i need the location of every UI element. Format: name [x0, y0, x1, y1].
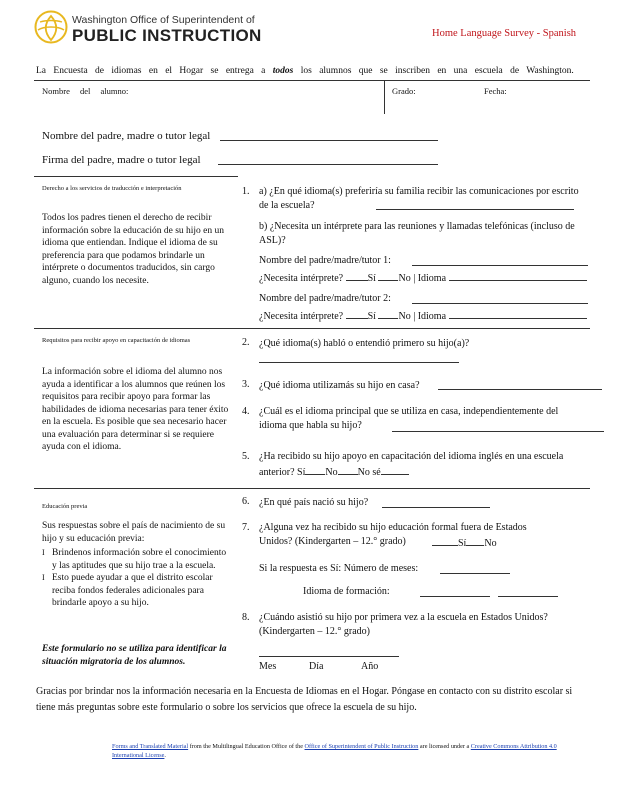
parent2-need-label: ¿Necesita intérprete?	[259, 311, 344, 322]
q5-question: ¿Ha recibido su hijo apoyo en capacitación del idioma inglés en una escuela anterior?	[259, 451, 564, 478]
guardian-signature-field[interactable]	[218, 164, 438, 165]
divider	[384, 80, 385, 114]
divider	[34, 176, 238, 177]
footer-text: .	[164, 752, 166, 759]
parent2-name-field[interactable]	[412, 303, 588, 304]
parent2-no-field[interactable]	[378, 308, 398, 319]
parent1-no-field[interactable]	[378, 270, 398, 281]
q7-no-field[interactable]	[466, 535, 484, 546]
org-name: Washington Office of Superintendent of	[72, 14, 255, 26]
org-title: PUBLIC INSTRUCTION	[72, 26, 262, 45]
si-label: Sí	[458, 538, 467, 549]
closing-text: Gracias por brindar nos la información necesaria en la Encuesta de Idiomas en el Hogar. Póngase en contacto con su distrito escolar si tiene más preguntas sobre este formulario o sobre los servicios que ofrece la escuela de su hijo.	[36, 686, 573, 713]
no-label: No	[484, 538, 497, 549]
parent1-need-label: ¿Necesita intérprete?	[259, 273, 344, 284]
q1-number: 1.	[242, 186, 250, 197]
q2-text: ¿Qué idioma(s) habló o entendió primero su hijo(a)?	[259, 338, 470, 349]
ospi-logo-icon	[34, 10, 68, 47]
q3-number: 3.	[242, 379, 250, 390]
parent1-label: Nombre del padre/madre/tutor 1:	[259, 255, 391, 266]
parent1-si-field[interactable]	[346, 270, 368, 281]
q4-field[interactable]	[392, 431, 604, 432]
q5-no-field[interactable]	[338, 464, 358, 475]
section3-body: Sus respuestas sobre el país de nacimiento de su hijo y su educación previa:	[42, 521, 226, 544]
section3-heading: Educación previa	[42, 503, 88, 510]
q3-field[interactable]	[438, 389, 602, 390]
parent2-si-field[interactable]	[346, 308, 368, 319]
divider	[34, 488, 590, 489]
q7-months-label: Si la respuesta es Sí: Número de meses:	[259, 563, 419, 574]
q2-number: 2.	[242, 337, 250, 348]
list-item: I Esto puede ayudar a que el distrito escolar reciba fondos federales adicionales para brindarle apoyo a su hijo.	[42, 572, 232, 610]
q8-number: 8.	[242, 612, 250, 623]
q4-text: ¿Cuál es el idioma principal que se utiliza en casa, independientemente del idioma que habla su hijo?	[259, 406, 559, 431]
parent2-interpreter-row	[259, 308, 587, 324]
footer-text: from the Multilingual Education Office of the	[188, 743, 305, 750]
si-label: Sí	[367, 311, 376, 322]
guardian-signature-label: Firma del padre, madre o tutor legal	[42, 154, 201, 166]
q3-text: ¿Qué idioma utilizamás su hijo en casa?	[259, 380, 420, 391]
q5-si-field[interactable]	[305, 464, 325, 475]
guardian-name-label: Nombre del padre, madre o tutor legal	[42, 130, 211, 142]
q5-number: 5.	[242, 451, 250, 462]
divider	[34, 80, 590, 81]
license-link[interactable]: Creative Commons Attribution 4.0 International License	[112, 743, 557, 759]
q7-answer-row	[432, 535, 497, 551]
q2-field[interactable]	[259, 362, 459, 363]
q7-text: ¿Alguna vez ha recibido su hijo educación formal fuera de Estados Unidos? (Kindergarten – 12.° grado)	[259, 522, 527, 547]
no-idioma-label: No | Idioma	[398, 273, 447, 284]
q6-number: 6.	[242, 496, 250, 507]
year-label: Año	[361, 661, 379, 672]
q7-language-field-2[interactable]	[498, 596, 558, 597]
home-language-survey-link[interactable]: Home Language Survey - Spanish	[432, 28, 577, 39]
parent1-name-field[interactable]	[412, 265, 588, 266]
q5-text	[259, 450, 579, 480]
grade-label: Grado:	[392, 86, 416, 96]
si-label: Sí	[367, 273, 376, 284]
parent2-language-field[interactable]	[449, 308, 587, 319]
q4-number: 4.	[242, 406, 250, 417]
parent1-interpreter-row	[259, 270, 587, 286]
parent1-language-field[interactable]	[449, 270, 587, 281]
divider	[34, 328, 590, 329]
q7-number: 7.	[242, 522, 250, 533]
guardian-name-field[interactable]	[220, 140, 438, 141]
q5-nose-field[interactable]	[381, 464, 409, 475]
month-label: Mes	[259, 661, 277, 672]
q7-language-field[interactable]	[420, 596, 490, 597]
q8-text: ¿Cuándo asistió su hijo por primera vez a la escuela en Estados Unidos? (Kindergarten – 12.° grado)	[259, 612, 548, 637]
no-label: No	[325, 467, 338, 478]
forms-link[interactable]: Forms and Translated Material	[112, 743, 189, 750]
intro-sentence: La Encuesta de idiomas en el Hogar se entrega a todos los alumnos que se inscriben en una escuela de Washington.	[36, 66, 574, 76]
q7-months-field[interactable]	[440, 573, 510, 574]
list-item: I Brindenos información sobre el conocimiento y las aptitudes que su hijo trae a la escuela.	[42, 547, 232, 572]
si-label: Sí	[297, 467, 306, 478]
q7-language-label: Idioma de formación:	[303, 586, 390, 597]
q1b-text: b) ¿Necesita un intérprete para las reuniones y llamadas telefónicas (incluso de ASL)?	[259, 221, 575, 246]
student-name-label: Nombre del alumno:	[42, 86, 129, 96]
migration-note: Este formulario no se utiliza para identificar la situación migratoria de los alumnos.	[42, 644, 227, 667]
section3-bullets	[42, 547, 232, 610]
q7-si-field[interactable]	[432, 535, 458, 546]
parent2-label: Nombre del padre/madre/tutor 2:	[259, 293, 391, 304]
footer-text: are licensed under a	[418, 743, 471, 750]
license-footer	[112, 742, 582, 760]
no-se-label: No sé	[357, 467, 381, 478]
q8-date-field[interactable]	[259, 656, 399, 657]
q6-text: ¿En qué país nació su hijo?	[259, 497, 369, 508]
ospi-link[interactable]: Office of Superintendent of Public Instruction	[304, 743, 419, 750]
section2-heading: Requisitos para recibir apoyo en capacitación de idiomas	[42, 337, 191, 344]
section1-heading: Derecho a los servicios de traducción e interpretación	[42, 185, 182, 192]
q1a-text: a) ¿En qué idioma(s) preferiría su familia recibir las comunicaciones por escrito de la escuela?	[259, 186, 579, 211]
section1-body: Todos los padres tienen el derecho de recibir información sobre la educación de su hijo en un idioma que entiendan. Indique el idioma de su preferencia para que podamos brindarle un intérprete o documentos traducidos, sin cargo alguno, cuando los necesite.	[42, 213, 225, 286]
day-label: Día	[309, 661, 324, 672]
q1a-field[interactable]	[376, 209, 574, 210]
section2-body: La información sobre el idioma del alumno nos ayuda a identificar a los alumnos que reúnen los requisitos para recibir apoyo para formar las habilidades de idioma necesarias para tener éxito en la escuela. Es posible que sea necesario hacer una evaluación para determinar si se requiere ayuda con el idioma.	[42, 367, 229, 452]
no-idioma-label: No | Idioma	[398, 311, 447, 322]
date-label: Fecha:	[484, 86, 507, 96]
q6-field[interactable]	[382, 507, 490, 508]
